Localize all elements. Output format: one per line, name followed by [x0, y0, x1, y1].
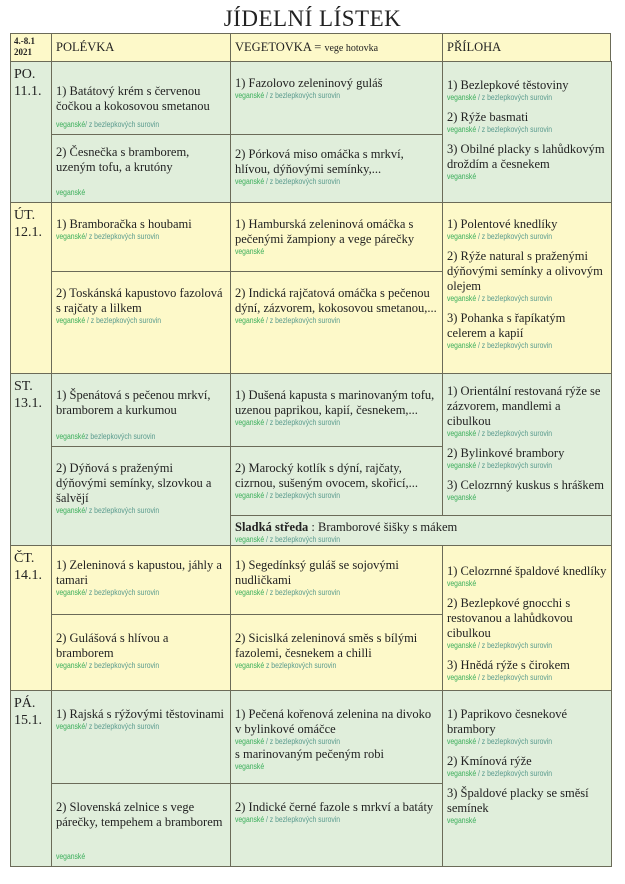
vegan-tag: veganské [235, 661, 265, 670]
soup-item: 2) Slovenská zelnice s vege párečky, tempehem a bramborem [56, 800, 223, 829]
vegan-tag: veganské [447, 125, 477, 134]
diet-tag [235, 177, 408, 187]
side-dish-text: 2) Bylinkové brambory [447, 446, 565, 460]
gluten-free-tag: / z bezlepkových surovin [476, 93, 553, 102]
side-dish-text: 3) Celozrnný kuskus s hráškem [447, 478, 604, 492]
main-dish-cell [230, 134, 443, 203]
diet-tag [235, 661, 408, 671]
vegan-tag: veganské [447, 579, 477, 588]
soup-item: 2) Dýňová s praženými dýňovými semínky, slzovkou a šalvějí [56, 461, 212, 505]
diet-tag [235, 247, 408, 257]
main-dish-item: 2) Marocký kotlík s dýní, rajčaty, cizrnou, sušeným ovocem, skořicí,... [235, 461, 418, 490]
gluten-free-tag: / z bezlepkových surovin [476, 641, 553, 650]
soup-item: 2) Toskánská kapustovo fazolová s rajčaty a lilkem [56, 286, 223, 315]
gluten-free-tag: / z bezlepkových surovin [264, 177, 341, 186]
vegan-tag: veganské [56, 432, 86, 441]
diet-tag [447, 172, 583, 182]
vegan-tag: veganské [447, 673, 477, 682]
side-dish-item [447, 596, 607, 651]
side-dish-text: 1) Bezlepkové těstoviny [447, 78, 569, 92]
diet-tag [447, 579, 583, 589]
vegan-tag: veganské [235, 535, 265, 544]
side-dish-text: 1) Orientální restovaná rýže se zázvorem, mandlemi a cibulkou [447, 384, 601, 428]
main-dish-item: 2) Indická rajčatová omáčka s pečenou dýní, zázvorem, kokosovou smetanou,... [235, 286, 437, 315]
main-dish-cell [230, 614, 443, 691]
diet-tag [447, 93, 583, 103]
diet-tag [56, 188, 85, 198]
vegan-tag: veganské [56, 232, 86, 241]
vegan-tag: veganské [447, 232, 477, 241]
gluten-free-tag: / z bezlepkových surovin [85, 661, 160, 670]
day-date: 11.1. [14, 84, 42, 99]
side-dish-text: 2) Rýže natural s praženými dýňovými semínky a olivovým olejem [447, 249, 603, 293]
header-week-range [10, 33, 52, 62]
side-dish-text: 3) Obilné placky s lahůdkovým droždím a česnekem [447, 142, 605, 171]
page-title: JÍDELNÍ LÍSTEK [223, 6, 402, 31]
gluten-free-tag: / z bezlepkových surovin [264, 588, 341, 597]
soup-cell [51, 61, 231, 135]
side-dish-item [447, 658, 607, 683]
sweet-dish [235, 520, 607, 535]
diet-tag [56, 432, 155, 442]
vegan-tag: veganské [235, 815, 265, 824]
soup-cell [51, 545, 231, 615]
vegan-tag: veganské [56, 588, 86, 597]
vegan-tag: veganské [447, 341, 477, 350]
vegan-tag: veganské [56, 506, 86, 515]
gluten-free-tag: / z bezlepkových surovin [476, 125, 553, 134]
side-dish-item [447, 446, 607, 471]
diet-tag [235, 91, 408, 101]
soup-cell [51, 134, 231, 203]
diet-tag [56, 120, 159, 130]
diet-tag [56, 661, 201, 671]
soup-item: 1) Zeleninová s kapustou, jáhly a tamari [56, 558, 222, 587]
side-dish-text: 2) Bezlepkové gnocchi s restovanou a lahůdkovou cibulkou [447, 596, 573, 640]
main-dish-item: 2) Sicislká zeleninová směs s bílými fazolemi, česnekem a chilli [235, 631, 418, 660]
soup-item: 1) Bramboračka s houbami [56, 217, 192, 231]
side-dish-cell [442, 61, 612, 203]
side-dish-cell [442, 202, 612, 374]
diet-tag [56, 232, 201, 242]
soup-item: 2) Gulášová s hlívou a bramborem [56, 631, 169, 660]
header-soup [51, 33, 231, 62]
gluten-free-tag: / z bezlepkových surovin [476, 673, 553, 682]
side-dish-text: 1) Paprikovo česnekové brambory [447, 707, 568, 736]
day-name: ÚT. [14, 208, 36, 223]
vegan-tag: veganské [235, 177, 265, 186]
day-label-cell [10, 545, 52, 691]
gluten-free-tag: z bezlepkových surovin [85, 432, 156, 441]
sweet-dish-text: : Bramborové šišky s mákem [308, 520, 458, 534]
vegan-tag: veganské [235, 737, 265, 746]
side-dish-text: 3) Špaldové placky se směsí semínek [447, 786, 589, 815]
soup-item: 1) Špenátová s pečenou mrkví, bramborem a kurkumou [56, 388, 211, 417]
soup-item: 2) Česnečka s bramborem, uzeným tofu, a krutóny [56, 145, 190, 174]
header-main-label: VEGETOVKA = [235, 40, 322, 54]
header-side-label: PŘÍLOHA [447, 40, 502, 54]
side-dish-item [447, 754, 607, 779]
week-range-year: 2021 [14, 47, 32, 57]
diet-tag [235, 588, 408, 598]
header-soup-label: POLÉVKA [56, 40, 115, 54]
main-dish-cell [230, 373, 443, 447]
side-dish-text: 2) Rýže basmati [447, 110, 529, 124]
diet-tag [56, 722, 201, 732]
gluten-free-tag: / z bezlepkových surovin [476, 737, 553, 746]
day-date: 13.1. [14, 396, 42, 411]
diet-tag [447, 125, 583, 135]
vegan-tag: veganské [447, 93, 477, 102]
diet-tag [447, 294, 583, 304]
side-dish-cell [442, 690, 612, 867]
gluten-free-tag: / z bezlepkových surovin [85, 722, 160, 731]
diet-tag [56, 852, 85, 862]
gluten-free-tag: / z bezlepkových surovin [85, 506, 160, 515]
side-dish-item [447, 707, 607, 747]
diet-tag [56, 506, 201, 516]
day-date: 14.1. [14, 568, 42, 583]
gluten-free-tag: / z bezlepkových surovin [476, 769, 553, 778]
diet-tag [447, 673, 583, 683]
main-dish-item: 1) Pečená kořenová zelenina na divoko v bylinkové omáčce [235, 707, 432, 736]
soup-cell [51, 271, 231, 374]
vegan-tag: veganské [56, 722, 86, 731]
gluten-free-tag: / z bezlepkových surovin [85, 316, 162, 325]
side-dish-item [447, 786, 607, 826]
side-dish-item [447, 142, 607, 182]
main-dish-item: 2) Pórková miso omáčka s mrkví, hlívou, dýňovými semínky,... [235, 147, 404, 176]
main-dish-cell [230, 690, 443, 784]
main-dish-item: 1) Segedínksý guláš se sojovými nudličkami [235, 558, 399, 587]
day-date: 15.1. [14, 713, 42, 728]
side-dish-item [447, 110, 607, 135]
vegan-tag: veganské [56, 852, 86, 861]
gluten-free-tag: / z bezlepkových surovin [476, 232, 553, 241]
soup-item: 1) Batátový krém s červenou čočkou a kokosovou smetanou [56, 84, 210, 113]
day-label-cell [10, 61, 52, 203]
diet-tag [235, 535, 551, 545]
vegan-tag: veganské [235, 762, 265, 771]
side-dish-item [447, 384, 607, 439]
side-dish-item [447, 217, 607, 242]
main-dish-item: 2) Indické černé fazole s mrkví a batáty [235, 800, 434, 814]
vegan-tag: veganské [447, 493, 477, 502]
diet-tag [235, 418, 408, 428]
side-dish-item [447, 478, 607, 503]
main-dish-extra: s marinovaným pečeným robi [235, 747, 384, 761]
vegan-tag: veganské [235, 418, 265, 427]
side-dish-text: 2) Kmínová rýže [447, 754, 532, 768]
side-dish-item [447, 249, 607, 304]
vegan-tag: veganské [447, 769, 477, 778]
day-name: PÁ. [14, 696, 36, 711]
gluten-free-tag: / z bezlepkových surovin [264, 535, 341, 544]
day-date: 12.1. [14, 225, 42, 240]
main-dish-item: 1) Fazolovo zeleninový guláš [235, 76, 383, 90]
vegan-tag: veganské [235, 491, 265, 500]
gluten-free-tag: / z bezlepkových surovin [85, 120, 160, 129]
main-dish-cell [230, 61, 443, 135]
gluten-free-tag: / z bezlepkových surovin [476, 429, 553, 438]
sweet-wednesday-cell [230, 515, 612, 546]
main-dish-cell [230, 783, 443, 867]
side-dish-cell [442, 545, 612, 691]
gluten-free-tag: / z bezlepkových surovin [264, 91, 341, 100]
diet-tag [235, 737, 408, 747]
vegan-tag: veganské [447, 294, 477, 303]
diet-tag [235, 762, 408, 772]
gluten-free-tag: / z bezlepkových surovin [476, 294, 553, 303]
side-dish-item [447, 311, 607, 351]
gluten-free-tag: / z bezlepkových surovin [476, 341, 553, 350]
vegan-tag: veganské [447, 737, 477, 746]
day-label-cell [10, 690, 52, 867]
vegan-tag: veganské [56, 120, 86, 129]
sweet-label: Sladká středa [235, 520, 309, 534]
gluten-free-tag: / z bezlepkových surovin [85, 588, 160, 597]
main-dish-cell [230, 271, 443, 374]
diet-tag [447, 461, 583, 471]
soup-cell [51, 614, 231, 691]
gluten-free-tag: / z bezlepkových surovin [264, 815, 341, 824]
gluten-free-tag: / z bezlepkových surovin [476, 461, 553, 470]
gluten-free-tag: / z bezlepkových surovin [264, 491, 341, 500]
vegan-tag: veganské [235, 91, 265, 100]
soup-cell [51, 446, 231, 546]
header-main-note: vege hotovka [324, 43, 379, 54]
side-dish-cell [442, 373, 612, 516]
week-range-dates: 4.-8.1 [14, 36, 35, 46]
side-dish-text: 1) Celozrnné špaldové knedlíky [447, 564, 607, 578]
vegan-tag: veganské [447, 461, 477, 470]
diet-tag [235, 491, 408, 501]
side-dish-item [447, 78, 607, 103]
soup-item: 1) Rajská s rýžovými těstovinami [56, 707, 225, 721]
vegan-tag: veganské [235, 588, 265, 597]
vegan-tag: veganské [447, 429, 477, 438]
diet-tag [235, 815, 408, 825]
diet-tag [447, 232, 583, 242]
diet-tag [447, 341, 583, 351]
main-dish-cell [230, 446, 443, 516]
diet-tag [447, 769, 583, 779]
main-dish-cell [230, 545, 443, 615]
diet-tag [447, 641, 583, 651]
side-dish-text: 3) Hnědá rýže s čirokem [447, 658, 570, 672]
vegan-tag: veganské [447, 641, 477, 650]
soup-cell [51, 783, 231, 867]
diet-tag [56, 316, 201, 326]
diet-tag [447, 493, 583, 503]
gluten-free-tag: / z bezlepkových surovin [85, 232, 160, 241]
gluten-free-tag: z bezlepkových surovin [264, 661, 337, 670]
side-dish-text: 3) Pohanka s řapíkatým celerem a kapií [447, 311, 566, 340]
main-dish-item: 1) Dušená kapusta s marinovaným tofu, uzenou paprikou, kapií, česnekem,... [235, 388, 435, 417]
vegan-tag: veganské [56, 188, 86, 197]
soup-cell [51, 690, 231, 784]
diet-tag [447, 816, 583, 826]
diet-tag [447, 737, 583, 747]
day-name: ST. [14, 379, 33, 394]
vegan-tag: veganské [447, 816, 477, 825]
diet-tag [447, 429, 583, 439]
gluten-free-tag: / z bezlepkových surovin [264, 316, 341, 325]
diet-tag [235, 316, 408, 326]
day-name: ČT. [14, 551, 35, 566]
day-label-cell [10, 373, 52, 546]
gluten-free-tag: / z bezlepkových surovin [264, 737, 341, 746]
vegan-tag: veganské [447, 172, 477, 181]
day-name: PO. [14, 67, 36, 82]
side-dish-item [447, 564, 607, 589]
header-side [442, 33, 611, 62]
vegan-tag: veganské [56, 316, 86, 325]
day-label-cell [10, 202, 52, 374]
soup-cell [51, 202, 231, 272]
side-dish-text: 1) Polentové knedlíky [447, 217, 558, 231]
soup-cell [51, 373, 231, 447]
gluten-free-tag: / z bezlepkových surovin [264, 418, 341, 427]
vegan-tag: veganské [235, 247, 265, 256]
header-main [230, 33, 443, 62]
main-dish-cell [230, 202, 443, 272]
main-dish-item: 1) Hamburská zeleninová omáčka s pečenými žampiony a vege párečky [235, 217, 415, 246]
vegan-tag: veganské [56, 661, 86, 670]
diet-tag [56, 588, 201, 598]
vegan-tag: veganské [235, 316, 265, 325]
